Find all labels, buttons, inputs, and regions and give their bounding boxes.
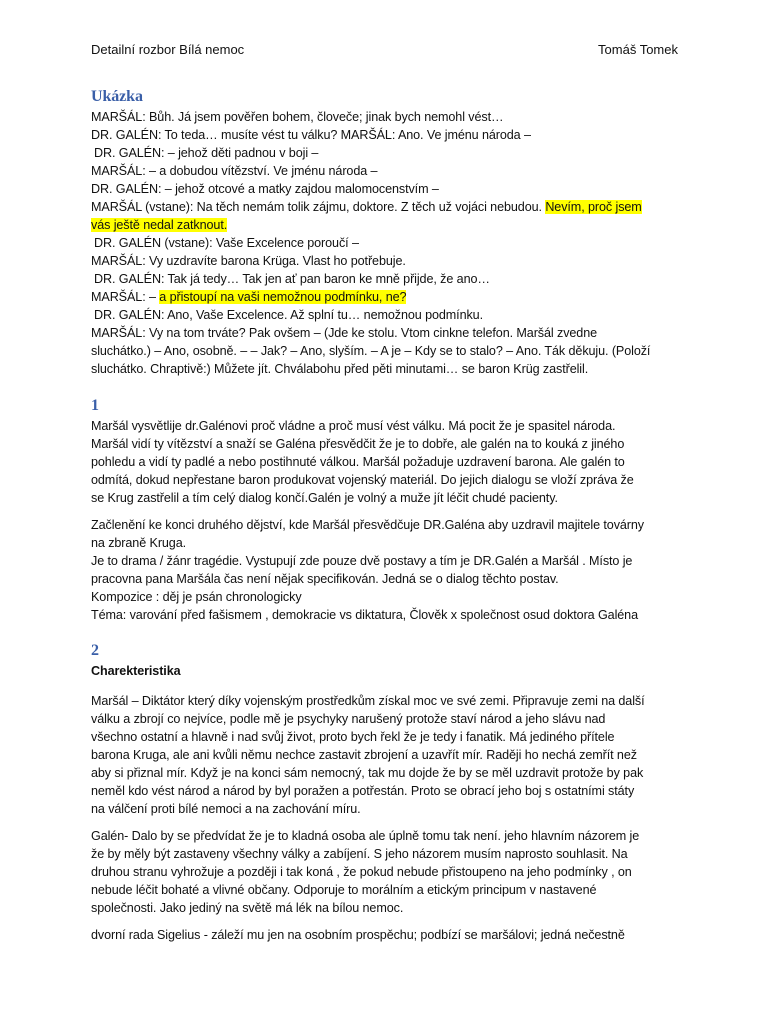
paragraph-line: neměl kdo vést národ a národ by byl poražen a potřestán. Proto se obrací jeho boj s ostatními státy [91, 784, 635, 798]
paragraph-line: barona Kruga, ale ani kvůli němu nechce zastavit zbrojení a uzavřít mír. Raději ho nechá zemřít než [91, 748, 637, 762]
document-body [91, 87, 681, 944]
sample-line: DR. GALÉN: Tak já tedy… Tak jen ať pan baron ke mně přijde, že ano… [94, 272, 490, 286]
paragraph-line: odmítá, dokud nepřestane baron produkovat vojenský materiál. Do jejich dialogu se vloží zpráva že [91, 473, 634, 487]
paragraph-line: Galén- Dalo by se předvídat že je to kladná osoba ale úplně tomu tak není. jeho hlavním názorem je [91, 829, 640, 843]
highlight: vás ještě nedal zatknout. [91, 218, 228, 232]
sample-line: DR. GALÉN: Ano, Vaše Excelence. Až splní tu… nemožnou podmínku. [94, 308, 483, 322]
paragraph-line: Je to drama / žánr tragédie. Vystupují zde pouze dvě postavy a tím je DR.Galén a Maršál . Místo je [91, 554, 633, 568]
paragraph-line: Maršál vysvětlije dr.Galénovi proč vládne a proč musí vést válku. Má pocit že je spasitel národa. [91, 419, 616, 433]
paragraph-line: nebude léčit bohaté a vlivné občany. Odporuje to morálním a etickým principum v nastavené [91, 883, 597, 897]
sample-line: MARŠÁL: Vy uzdravíte barona Krüga. Vlast ho potřebuje. [91, 254, 406, 268]
paragraph-line: válku a zbrojí co nejvíce, podle mě je psychyky narušený protože staví národ a jeho slávu nad [91, 712, 606, 726]
sample-line: DR. GALÉN: To teda… musíte vést tu válku? MARŠÁL: Ano. Ve jménu národa – [91, 128, 531, 142]
paragraph-line: Maršál vidí ty vítězství a snaží se Galéna přesvědčit že je to dobře, ale galén na to kouká z jiného [91, 437, 625, 451]
paragraph-line: Maršál – Diktátor který díky vojenským prostředkům získal moc ve své zemi. Připravuje zemi na další [91, 694, 645, 708]
sample-line-highlighted: MARŠÁL: – a přistoupí na vaši nemožnou podmínku, ne? [91, 290, 407, 304]
sample-line: DR. GALÉN (vstane): Vaše Excelence poroučí – [94, 236, 359, 250]
section-1-heading: 1 [91, 397, 99, 414]
section-subheading: Charekteristika [91, 664, 181, 678]
paragraph-line: pohledu a vidí ty padlé a nebo postihnuté válkou. Maršál požaduje uzdravení barona. Ale galén to [91, 455, 625, 469]
paragraph-line: na zbraně Kruga. [91, 536, 187, 550]
sample-line: DR. GALÉN: – jehož otcové a matky zajdou malomocenstvím – [91, 182, 439, 196]
sample-line-highlighted: MARŠÁL (vstane): Na těch nemám tolik zájmu, doktore. Z těch už vojáci nebudou. Nevím, proč jsem [91, 200, 642, 214]
paragraph-line: se Krug zastřelil a tím celý dialog končí.Galén je volný a muže jít léčit chudé pacienty. [91, 491, 558, 505]
sample-line: sluchátko. Chraptivě:) Můžete jít. Chválabohu před pěti minutami… se baron Krüg zastřelil. [91, 362, 589, 376]
paragraph-line: Téma: varování před fašismem , demokracie vs diktatura, Člověk x společnost osud doktora Galéna [91, 608, 638, 622]
paragraph-line: druhou stranu vyhrožuje a později i tak koná , že pokud nebude přistoupeno na jeho podmínky , on [91, 865, 632, 879]
paragraph-line: Kompozice : děj je psán chronologicky [91, 590, 302, 604]
highlight: Nevím, proč jsem [545, 200, 642, 214]
sample-line: DR. GALÉN: – jehož děti padnou v boji – [94, 146, 319, 160]
paragraph-line: aby si přiznal mír. Když je na konci sám nemocný, tak mu dojde že by se měl uzdravit protože by pak [91, 766, 644, 780]
paragraph-line: společnosti. Jako jediný na světě má lék na bílou nemoc. [91, 901, 404, 915]
sample-heading: Ukázka [91, 88, 143, 105]
sample-line: MARŠÁL: Vy na tom trváte? Pak ovšem – (Jde ke stolu. Vtom cinkne telefon. Maršál zvedne [91, 326, 598, 340]
paragraph-line: na válčení proti bílé nemoci a na zachování míru. [91, 802, 361, 816]
paragraph-line: všechno ostatní a hlavně i nad svůj život, proto bych řekl že je tedy i fanatik. Má jediného přítele [91, 730, 615, 744]
sample-line: MARŠÁL: – a dobudou vítězství. Ve jménu národa – [91, 164, 378, 178]
sample-line: MARŠÁL: Bůh. Já jsem pověřen bohem, človeče; jinak bych nemohl vést… [91, 110, 504, 124]
paragraph-line: dvorní rada Sigelius - záleží mu jen na osobním prospěchu; podbízí se maršálovi; jedná nečestně [91, 928, 625, 942]
header-title: Detailní rozbor Bílá nemoc [91, 42, 245, 57]
paragraph-line: Začlenění ke konci druhého dějství, kde Maršál přesvědčuje DR.Galéna aby uzdravil majitele továrny [91, 518, 645, 532]
header-author: Tomáš Tomek [598, 42, 678, 57]
paragraph-line: pracovna pana Maršála čas není nějak specifikován. Jedná se o dialog těchto postav. [91, 572, 559, 586]
section-2-heading: 2 [91, 642, 99, 659]
sample-line: sluchátko.) – Ano, osobně. – – Jak? – Ano, slyším. – A je – Kdy se to stalo? – Ano. Ták děkuju. (Položí [91, 344, 651, 358]
sample-line-highlighted [91, 216, 681, 234]
paragraph-line: že by měly být zastaveny všechny války a zabíjení. S jeho názorem musím naprosto souhlasit. Na [91, 847, 628, 861]
highlight: a přistoupí na vaši nemožnou podmínku, ne? [159, 290, 407, 304]
